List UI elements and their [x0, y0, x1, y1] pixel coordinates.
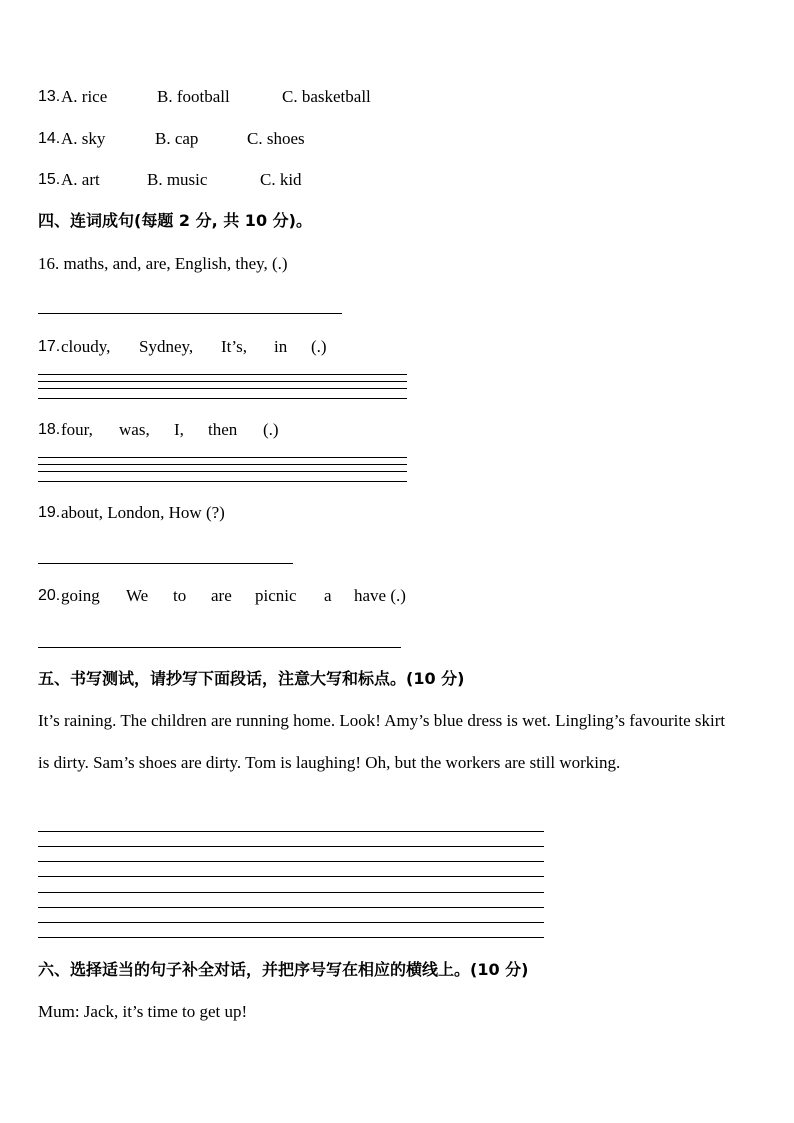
word: (.) [311, 337, 327, 356]
writing-line [38, 861, 544, 862]
answer-line [38, 381, 407, 382]
section-4-heading: 四、连词成句(每题 2 分, 共 10 分)。 [38, 211, 312, 230]
answer-line [38, 563, 293, 564]
answer-line [38, 398, 407, 399]
option-b: B. football [157, 87, 230, 106]
option-a: A. art [61, 170, 100, 189]
writing-line [38, 907, 544, 908]
answer-line [38, 374, 407, 375]
writing-line [38, 846, 544, 847]
question-number: 13. [38, 88, 61, 105]
writing-line [38, 831, 544, 832]
writing-line [38, 937, 544, 938]
word: I, [174, 420, 184, 439]
word: going [61, 586, 100, 605]
word: to [173, 586, 187, 605]
answer-line [38, 457, 407, 458]
word: We [126, 586, 149, 605]
copy-passage: It’s raining. The children are running home. Look! Amy’s blue dress is wet. Lingling’s favourite skirt is dirty. Sam’s shoes are dirty. Tom is laughing! Oh, but the workers are still working. [38, 711, 726, 772]
question-number: 15. [38, 171, 61, 188]
question-text: about, London, How (?) [61, 503, 225, 522]
word: cloudy, [61, 337, 111, 356]
word: in [274, 337, 288, 356]
answer-line [38, 464, 407, 465]
option-c: C. basketball [282, 87, 371, 106]
question-number: 17. [38, 338, 61, 355]
question-number: 18. [38, 421, 61, 438]
word: picnic [255, 586, 297, 605]
option-a: A. sky [61, 129, 106, 148]
option-a: A. rice [61, 87, 108, 106]
option-b: B. cap [155, 129, 199, 148]
answer-line [38, 471, 407, 472]
option-c: C. kid [260, 170, 302, 189]
dialogue-line: Mum: Jack, it’s time to get up! [38, 1002, 248, 1021]
question-number: 19. [38, 504, 61, 521]
word: was, [119, 420, 150, 439]
question-number: 14. [38, 130, 61, 147]
word: have (.) [354, 586, 406, 605]
word: four, [61, 420, 93, 439]
answer-line [38, 313, 342, 314]
answer-line [38, 481, 407, 482]
writing-line [38, 892, 544, 893]
word: then [208, 420, 238, 439]
question-number: 20. [38, 587, 61, 604]
word: a [324, 586, 332, 605]
word: are [211, 586, 232, 605]
writing-line [38, 876, 544, 877]
section-6-heading: 六、选择适当的句子补全对话，并把序号写在相应的横线上。(10 分) [38, 960, 529, 979]
word: (.) [263, 420, 279, 439]
section-5-heading: 五、书写测试，请抄写下面段话，注意大写和标点。(10 分) [38, 669, 465, 688]
question-16: 16. maths, and, are, English, they, (.) [38, 254, 288, 273]
option-c: C. shoes [247, 129, 305, 148]
word: It’s, [221, 337, 247, 356]
answer-line [38, 388, 407, 389]
answer-line [38, 647, 401, 648]
option-b: B. music [147, 170, 208, 189]
word: Sydney, [139, 337, 194, 356]
writing-line [38, 922, 544, 923]
